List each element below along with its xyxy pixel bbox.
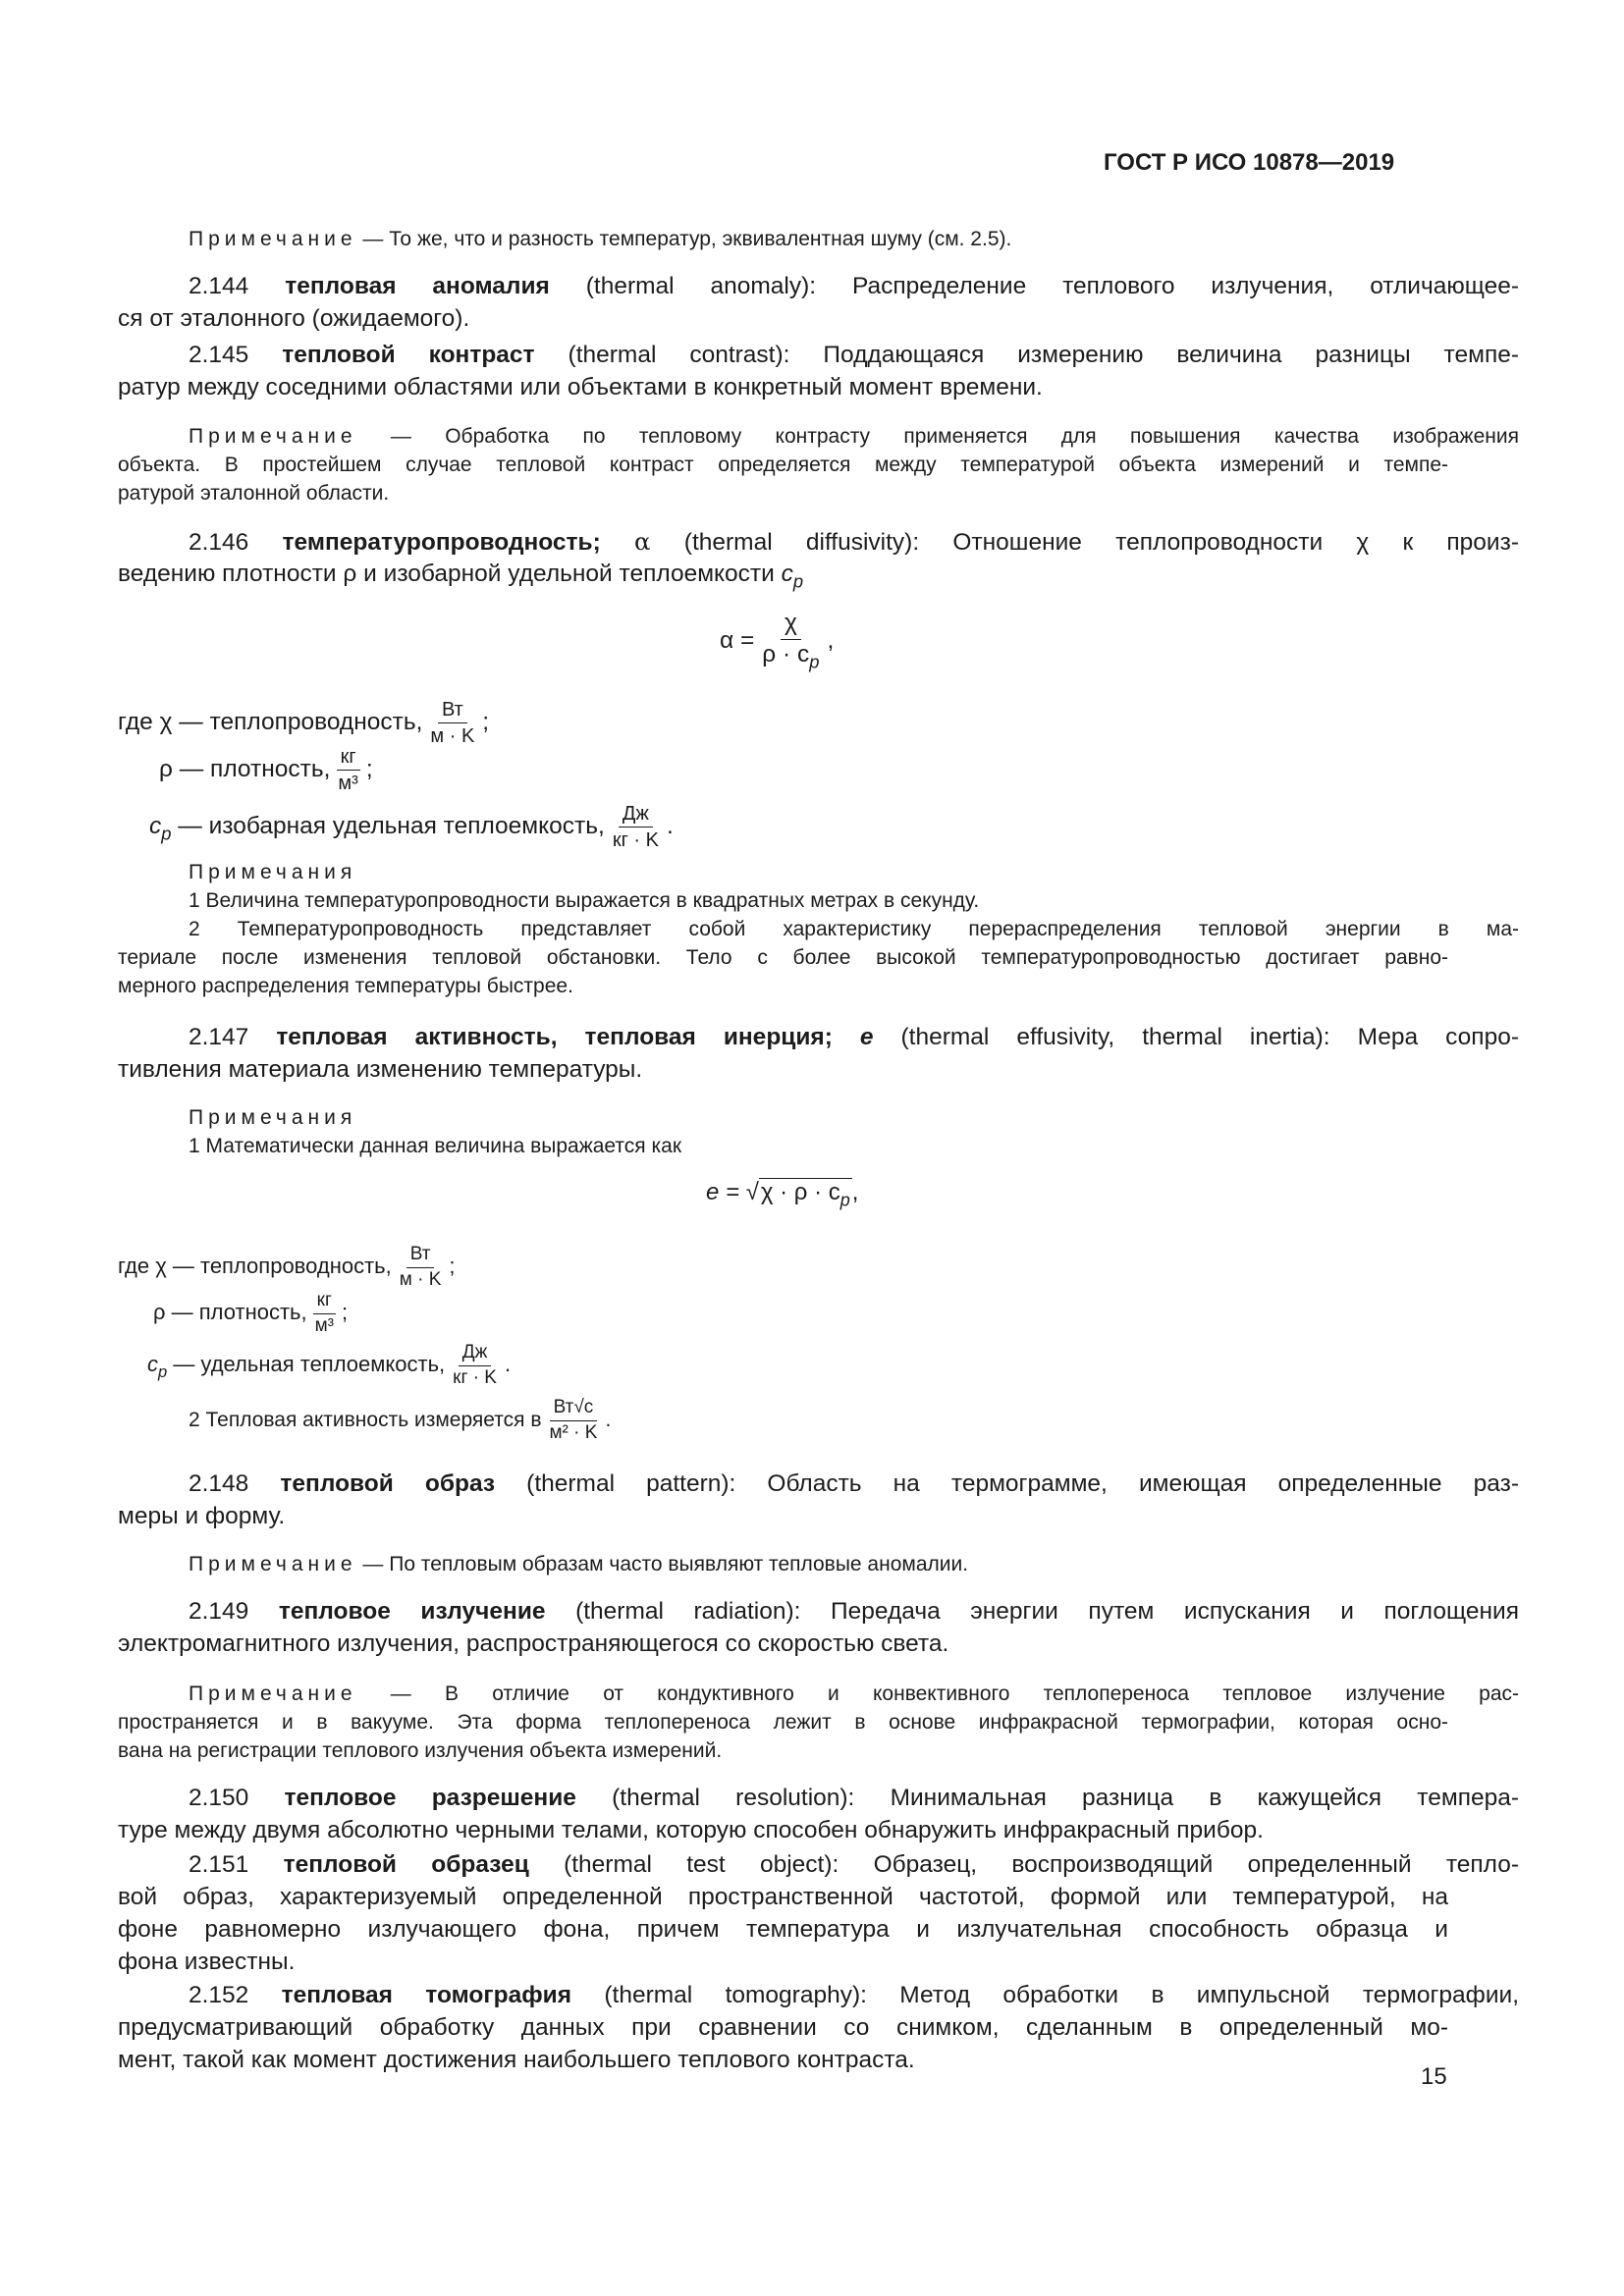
notes-label: Примечания (189, 861, 357, 883)
formula-effusivity: $e = √\chi \cdot \rho \cdot c_p$, (706, 1179, 859, 1210)
term: тепловая томография (281, 1982, 571, 2008)
term: тепловой образец (283, 1851, 529, 1878)
term: температуропроводность; (282, 529, 601, 556)
note: Примечание — Обработка по тепловому контрасту применяется для повышения качества изображения объекта. В простейшем случае тепловой контраст определяется между температурой объекта измерений и темпе- ратурой эталонной области. (118, 425, 1519, 505)
term: тепловой контраст (282, 342, 535, 368)
term-entry-2.145: 2.145 тепловой контраст (thermal contrast): Поддающаяся измерению величина разницы темпе- ратур между соседними областями или объектами в конкретный момент времени. (118, 342, 1520, 400)
notes: Примечания 1 Математически данная величина выражается как (189, 1106, 682, 1157)
note-label: Примечание (189, 228, 357, 250)
term-entry-2.147: 2.147 тепловая активность, тепловая инерция; e (thermal effusivity, thermal inertia): Мера сопро- тивления материала изменению температуры. (118, 1024, 1519, 1083)
note: Примечание — В отличие от кондуктивного и конвективного теплопереноса тепловое излучение рас- пространяется и в вакууме. Эта форма теплопереноса лежит в основе инфракрасной термографии, которая осно- вана на регистрации теплового излучения объекта измерений. (118, 1682, 1519, 1762)
term-entry-2.144: 2.144 тепловая аномалия (thermal anomaly): Распределение теплового излучения, отличающее- ся от эталонного (ожидаемого). (118, 273, 1519, 332)
where-line: $c_p$ — удельная теплоемкость, $\frac{Дж}{кг \cdot K}$ . (147, 1342, 512, 1388)
term-entry-2.151: 2.151 тепловой образец (thermal test object): Образец, воспроизводящий определенный тепло- вой образ, характеризуемый определенной пространственной частотой, формой или температурой, на фоне равномерно излучающего фона, причем температура и излучательная способность образца и фона известны. (118, 1851, 1520, 1975)
page-number: 15 (1421, 2063, 1447, 2090)
where-line: ρ — плотность, $\frac{кг}{\text{м³}}$ ; (153, 1290, 349, 1336)
standard-designation: ГОСТ Р ИСО 10878—2019 (1104, 149, 1395, 176)
term-entry-2.152: 2.152 тепловая томография (thermal tomography): Метод обработки в импульсной термографии, предусматривающий обработку данных при сравнении со снимком, сделанным в определенный мо- мент, такой как момент достижения наибольшего теплового контраста. (118, 1982, 1520, 2073)
where-line: $c_p$ — изобарная удельная теплоемкость, $\frac{Дж}{кг \cdot K}$ . (149, 803, 674, 851)
where-line: ρ — плотность, $\frac{кг}{\text{м³}}$ ; (159, 746, 373, 794)
term-entry-2.146: 2.146 температуропроводность; α (thermal diffusivity): Отношение теплопроводности χ к произ- ведению плотности ρ и изобарной удельной теплоемкости $c_p$ (118, 527, 1519, 592)
term: тепловое разрешение (284, 1785, 576, 1811)
term: тепловой образ (280, 1470, 496, 1497)
where-line: где χ — теплопроводность, $\frac{Вт}{м \cdot K}$ ; (118, 699, 490, 747)
note-item: 2 Тепловая активность измеряется в $\frac{Вт√с}{\text{м² · K}}$ . (189, 1397, 612, 1443)
term-entry-2.150: 2.150 тепловое разрешение (thermal resolution): Минимальная разница в кажущейся темпера- туре между двумя абсолютно черными телами, которую способен обнаружить инфракрасный прибор. (118, 1785, 1519, 1843)
note: Примечание — То же, что и разность температур, эквивалентная шуму (см. 2.5). (189, 228, 1012, 250)
notes: Примечания 1 Величина температуропроводности выражается в квадратных метрах в секунду. 2 Температуропроводность представляет собой характеристику перераспределения тепловой энергии в ма- териале после изменения тепловой обстановки. Тело с более высокой температуропроводностью достигает равно- мерного распределения температуры быстрее. (118, 858, 1448, 1000)
note: Примечание — По тепловым образам часто выявляют тепловые аномалии. (189, 1553, 969, 1575)
term: тепловое излучение (278, 1598, 546, 1625)
term: тепловая активность, тепловая инерция; (276, 1024, 833, 1050)
where-line: где χ — теплопроводность, $\frac{Вт}{м \cdot K}$ ; (118, 1244, 456, 1290)
term-entry-2.149: 2.149 тепловое излучение (thermal radiation): Передача энергии путем испускания и поглощения электромагнитного излучения, распространяющегося со скоростью света. (118, 1598, 1519, 1657)
term: тепловая аномалия (285, 273, 550, 299)
formula-diffusivity: α = $\frac{\chi}{\rho \cdot c_p}$ , (720, 610, 835, 672)
term-entry-2.148: 2.148 тепловой образ (thermal pattern): Область на термограмме, имеющая определенные раз- меры и форму. (118, 1470, 1520, 1529)
